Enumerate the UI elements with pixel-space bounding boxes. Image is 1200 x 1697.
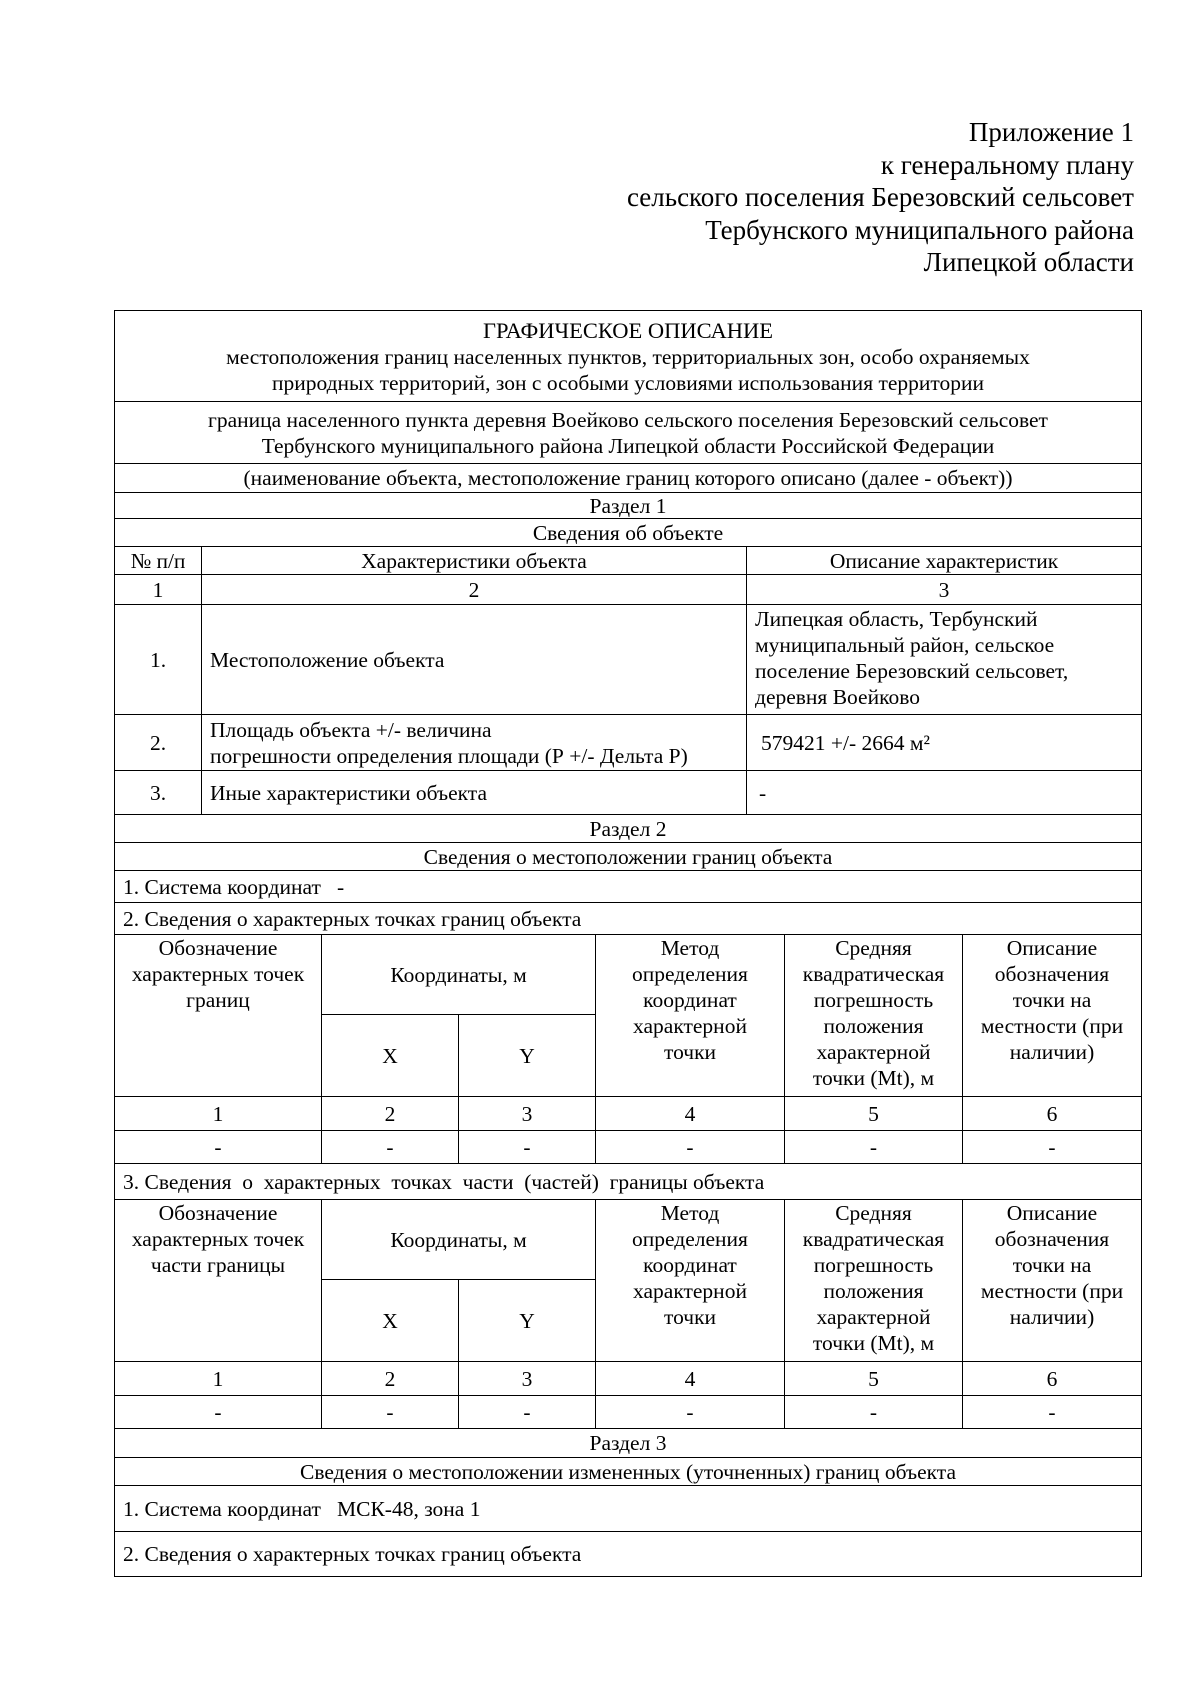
header-line: точки на — [1012, 988, 1092, 1012]
header-mean-error — [784, 935, 962, 1096]
area-value: 579421 +/- 2664 м² — [746, 715, 1141, 770]
appendix-line: Приложение 1 — [968, 117, 1134, 147]
header-line: точки — [663, 1040, 717, 1064]
header-point-description — [962, 935, 1141, 1096]
parts-table-number-row — [115, 1361, 1141, 1395]
header-point-description — [962, 1200, 1141, 1361]
table-row — [115, 604, 1141, 714]
header-line: Описание — [1006, 936, 1098, 960]
value-line: деревня Воейково — [755, 685, 920, 709]
form-title-block — [115, 311, 1141, 401]
section2-subtitle-row — [115, 842, 1141, 870]
form-subtitle-line: природных территорий, зон с особыми условиями использования территории — [271, 371, 985, 395]
table-cell: - — [962, 1396, 1141, 1428]
header-line: координат — [643, 1253, 737, 1277]
points-title: 2. Сведения о характерных точках границ объекта — [123, 906, 582, 931]
parts-title: 3. Сведения о характерных точках части (частей) границы объекта — [123, 1169, 765, 1194]
header-line: погрешность — [813, 1253, 934, 1277]
header-line: местности (при — [980, 1279, 1124, 1303]
section3-subtitle: Сведения о местоположении измененных (уточненных) границ объекта — [300, 1459, 956, 1484]
characteristic-value — [746, 605, 1141, 714]
header-line: Метод — [660, 1201, 720, 1225]
table-cell: - — [214, 1400, 222, 1424]
header-line: Метод — [660, 936, 720, 960]
form-title: ГРАФИЧЕСКОЕ ОПИСАНИЕ — [482, 318, 774, 343]
header-line: характерных точек — [131, 1227, 305, 1251]
header-line: Обозначение — [158, 936, 278, 960]
column-number: 2 — [321, 1362, 458, 1395]
column-number: 1 — [152, 577, 164, 602]
column-number: 4 — [595, 1362, 784, 1395]
header-line: определения — [632, 1227, 748, 1251]
appendix-line: к генеральному плану — [880, 149, 1134, 180]
value-line: Липецкая область, Тербунский — [755, 607, 1038, 631]
value-line: поселение Березовский сельсовет, — [755, 659, 1069, 683]
header-line: местности (при — [980, 1014, 1124, 1038]
section1-title: Раздел 1 — [589, 493, 667, 518]
section3-points-title-row — [115, 1531, 1141, 1576]
table-cell: - — [595, 1131, 784, 1163]
header-line: характерной — [633, 1014, 747, 1038]
column-header-number: № п/п — [130, 548, 186, 573]
row-number: 3. — [149, 780, 167, 805]
header-line: наличии) — [1009, 1040, 1095, 1064]
header-line: точки на — [1012, 1253, 1092, 1277]
header-coordinates: Координаты, м — [321, 1200, 595, 1279]
header-line: координат — [643, 988, 737, 1012]
header-x: X — [321, 1015, 458, 1096]
header-line: определения — [632, 962, 748, 986]
table-cell: - — [321, 1131, 458, 1163]
table-cell: - — [784, 1396, 962, 1428]
column-number: 2 — [321, 1097, 458, 1130]
table-cell: - — [784, 1131, 962, 1163]
header-line: части границы — [150, 1253, 286, 1277]
header-coordinates: Координаты, м — [321, 935, 595, 1014]
appendix-header — [627, 116, 1134, 279]
header-line: Описание — [1006, 1201, 1098, 1225]
object-name-line: Тербунского муниципального района Липецкой области Российской Федерации — [261, 434, 995, 458]
column-number: 1 — [212, 1366, 224, 1391]
header-y: Y — [458, 1280, 595, 1361]
header-line: Средняя — [835, 1201, 912, 1225]
column-number: 6 — [962, 1097, 1141, 1130]
column-header-characteristics: Характеристики объекта — [201, 547, 746, 574]
header-line: характерной — [816, 1040, 931, 1064]
section3-title: Раздел 3 — [589, 1431, 667, 1455]
table-cell: - — [595, 1396, 784, 1428]
section2-title: Раздел 2 — [589, 816, 667, 841]
appendix-line: сельского поселения Березовский сельсовет — [626, 182, 1134, 212]
section2-points-title-row — [115, 902, 1141, 934]
table-cell: - — [962, 1131, 1141, 1163]
section1-column-number-row — [115, 574, 1141, 604]
column-number: 1 — [212, 1101, 224, 1126]
header-line: точки — [663, 1305, 717, 1329]
points-table-number-row — [115, 1096, 1141, 1130]
coord-system: 1. Система координат МСК-48, зона 1 — [123, 1496, 481, 1521]
column-number: 6 — [962, 1362, 1141, 1395]
object-caption-row — [115, 463, 1141, 492]
column-header-description: Описание характеристик — [746, 547, 1141, 574]
section3-title-row — [115, 1428, 1141, 1457]
table-row — [115, 714, 1141, 770]
header-line: характерной — [816, 1305, 931, 1329]
table-row — [115, 770, 1141, 814]
header-point-designation — [115, 1200, 321, 1361]
object-name-line: граница населенного пункта деревня Воейково сельского поселения Березовский сельсовет — [208, 408, 1048, 432]
header-line: точки (Mt), м — [812, 1331, 935, 1355]
header-line: квадратическая — [802, 962, 945, 986]
header-y: Y — [458, 1015, 595, 1096]
graphic-description-form — [114, 310, 1142, 1577]
table-cell: - — [458, 1131, 595, 1163]
header-line: характерной — [633, 1279, 747, 1303]
column-number: 2 — [201, 575, 746, 604]
parts-title-row — [115, 1163, 1141, 1199]
name-line: Площадь объекта +/- величина — [210, 718, 492, 742]
row-number: 2. — [149, 730, 167, 755]
table-row — [115, 1130, 1141, 1163]
appendix-line: Тербунского муниципального района — [705, 214, 1134, 245]
header-line: наличии) — [1009, 1305, 1095, 1329]
table-cell: - — [214, 1135, 222, 1159]
parts-table-header — [115, 1199, 1141, 1361]
header-line: точки (Mt), м — [812, 1066, 935, 1090]
table-cell: - — [458, 1396, 595, 1428]
section3-coord-system-row — [115, 1485, 1141, 1531]
header-line: обозначения — [994, 1227, 1110, 1251]
column-number: 3 — [458, 1362, 595, 1395]
header-line: положения — [823, 1014, 924, 1038]
table-row — [115, 1395, 1141, 1428]
section2-coord-system-row — [115, 870, 1141, 902]
column-number: 3 — [746, 575, 1141, 604]
header-line: положения — [823, 1279, 924, 1303]
table-cell: - — [321, 1396, 458, 1428]
section3-subtitle-row — [115, 1457, 1141, 1485]
header-line: квадратическая — [802, 1227, 945, 1251]
header-x: X — [321, 1280, 458, 1361]
name-line: погрешности определения площади (Р +/- Дельта Р) — [210, 744, 688, 768]
points-table-header — [115, 934, 1141, 1096]
header-line: обозначения — [994, 962, 1110, 986]
header-point-designation — [115, 935, 321, 1096]
column-number: 3 — [458, 1097, 595, 1130]
header-method — [595, 935, 784, 1096]
section2-subtitle: Сведения о местоположении границ объекта — [423, 844, 833, 869]
section1-title-row — [115, 492, 1141, 518]
column-number: 5 — [784, 1097, 962, 1130]
header-line: Обозначение — [158, 1201, 278, 1225]
section2-title-row — [115, 814, 1141, 842]
points-title: 2. Сведения о характерных точках границ объекта — [123, 1542, 582, 1566]
header-line: погрешность — [813, 988, 934, 1012]
section1-subtitle: Сведения об объекте — [532, 520, 724, 545]
value-line: муниципальный район, сельское — [755, 633, 1055, 657]
characteristic-name — [201, 715, 746, 770]
header-mean-error — [784, 1200, 962, 1361]
header-line: характерных точек — [131, 962, 305, 986]
characteristic-name: Иные характеристики объекта — [201, 771, 746, 814]
coord-system: 1. Система координат - — [123, 874, 345, 899]
header-line: границ — [186, 988, 250, 1012]
row-number: 1. — [149, 647, 167, 672]
characteristic-value: - — [746, 771, 1141, 814]
column-number: 5 — [784, 1362, 962, 1395]
header-method — [595, 1200, 784, 1361]
appendix-line: Липецкой области — [923, 247, 1134, 277]
form-subtitle-line: местоположения границ населенных пунктов, территориальных зон, особо охраняемых — [226, 345, 1030, 369]
column-number: 4 — [595, 1097, 784, 1130]
section1-column-header-row — [115, 546, 1141, 574]
characteristic-name: Местоположение объекта — [201, 605, 746, 714]
header-line: Средняя — [835, 936, 912, 960]
section1-subtitle-row — [115, 518, 1141, 546]
object-name-block — [115, 401, 1141, 463]
object-caption: (наименование объекта, местоположение границ которого описано (далее - объект)) — [243, 466, 1013, 490]
